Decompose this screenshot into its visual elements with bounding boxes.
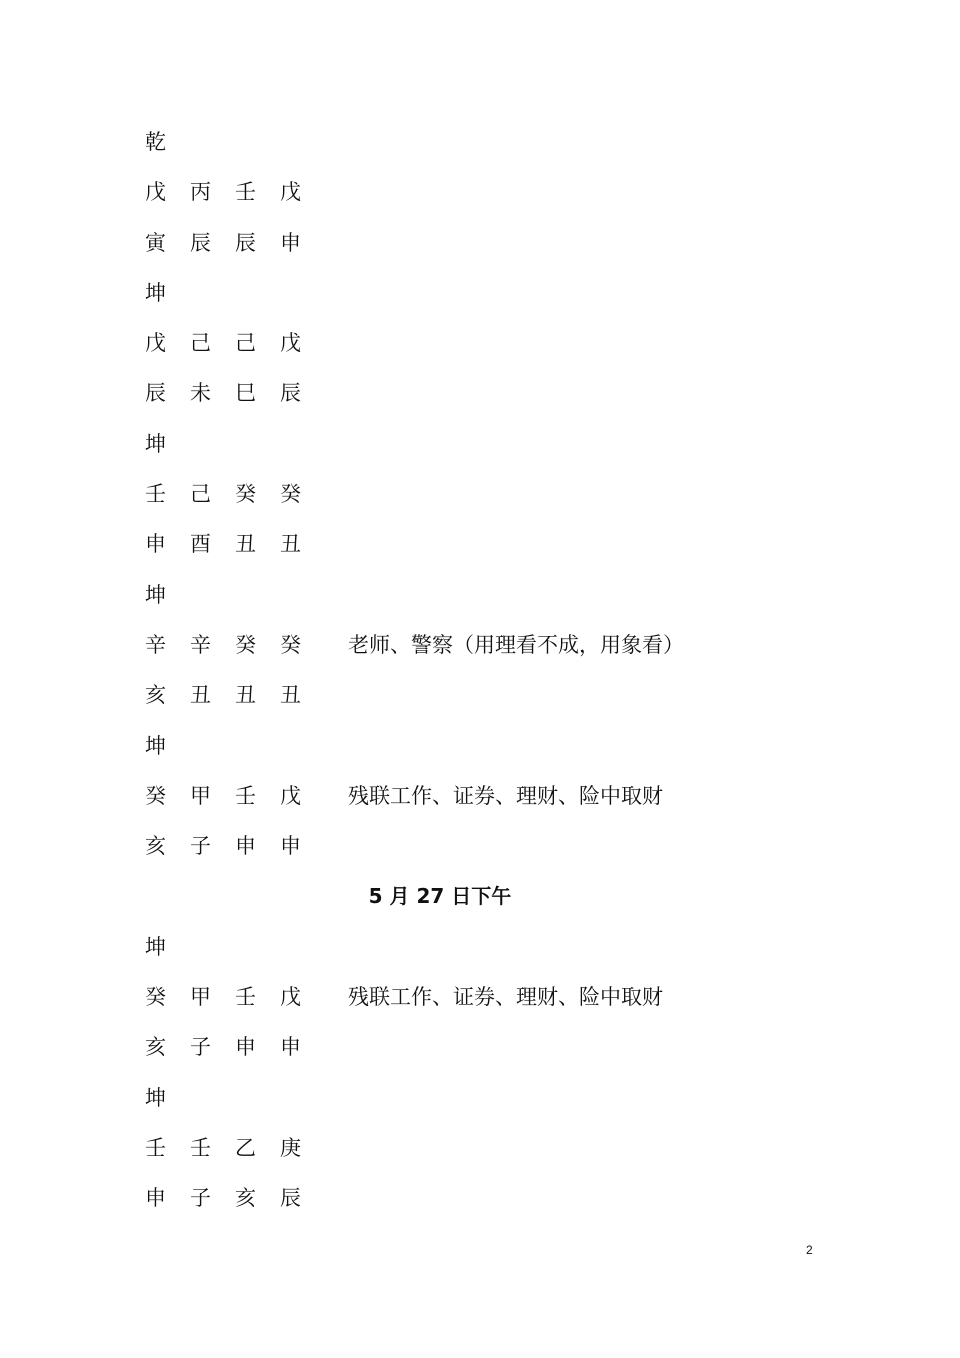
pillar-character: 申 <box>280 230 301 255</box>
pillar-row <box>145 771 735 821</box>
pillar-character: 未 <box>190 381 211 406</box>
pillar-character: 戊 <box>280 783 301 808</box>
pillar-row <box>145 972 735 1022</box>
pillar-character: 乙 <box>235 1135 256 1160</box>
pillar-character: 申 <box>145 1186 166 1211</box>
pillar-row <box>145 469 735 519</box>
gender-label: 坤 <box>145 934 166 959</box>
pillar-character: 丑 <box>235 683 256 708</box>
pillar-character: 丑 <box>280 683 301 708</box>
pillar-character: 甲 <box>190 783 211 808</box>
pillar-character: 丑 <box>235 532 256 557</box>
chart-label <box>145 419 735 469</box>
chart-label <box>145 721 735 771</box>
chart-label <box>145 922 735 972</box>
pillar-character: 壬 <box>145 1135 166 1160</box>
pillar-character: 己 <box>190 331 211 356</box>
chart-label <box>145 570 735 620</box>
pillar-row <box>145 218 735 268</box>
pillar-row <box>145 1022 735 1072</box>
gender-label: 坤 <box>145 582 166 607</box>
pillar-character: 亥 <box>145 1035 166 1060</box>
pillar-character: 甲 <box>190 985 211 1010</box>
section-heading: 5 月 27 日下午 <box>368 884 512 909</box>
pillar-character: 戊 <box>280 331 301 356</box>
pillar-character: 辰 <box>235 230 256 255</box>
pillar-row <box>145 1173 735 1223</box>
row-note: 残联工作、证券、理财、险中取财 <box>348 783 663 808</box>
pillar-character: 癸 <box>145 985 166 1010</box>
pillar-character: 壬 <box>235 985 256 1010</box>
chart-label <box>145 1073 735 1123</box>
pillar-character: 寅 <box>145 230 166 255</box>
pillar-character: 亥 <box>145 683 166 708</box>
pillar-character: 癸 <box>280 482 301 507</box>
pillar-character: 癸 <box>145 783 166 808</box>
pillar-character: 申 <box>280 1035 301 1060</box>
pillar-row <box>145 821 735 871</box>
pillar-character: 子 <box>190 1186 211 1211</box>
pillar-character: 亥 <box>145 834 166 859</box>
pillar-character: 丙 <box>190 180 211 205</box>
pillar-character: 辰 <box>280 1186 301 1211</box>
pillar-character: 庚 <box>280 1135 301 1160</box>
pillar-character: 子 <box>190 834 211 859</box>
pillar-character: 壬 <box>190 1135 211 1160</box>
row-note: 残联工作、证券、理财、险中取财 <box>348 985 663 1010</box>
pillar-row <box>145 368 735 418</box>
chart-label <box>145 117 735 167</box>
pillar-character: 壬 <box>145 482 166 507</box>
pillar-character: 癸 <box>280 632 301 657</box>
pillar-character: 辰 <box>280 381 301 406</box>
pillar-character: 丑 <box>280 532 301 557</box>
pillar-row <box>145 167 735 217</box>
pillar-character: 戊 <box>145 180 166 205</box>
chart-label <box>145 268 735 318</box>
pillar-row <box>145 620 735 670</box>
document-body <box>145 117 735 1224</box>
pillar-character: 亥 <box>235 1186 256 1211</box>
pillar-character: 己 <box>235 331 256 356</box>
pillar-character: 壬 <box>235 180 256 205</box>
pillar-character: 辛 <box>145 632 166 657</box>
pillar-character: 己 <box>190 482 211 507</box>
pillar-character: 申 <box>235 1035 256 1060</box>
pillar-row <box>145 670 735 720</box>
pillar-character: 戊 <box>280 180 301 205</box>
pillar-character: 辰 <box>190 230 211 255</box>
pillar-character: 壬 <box>235 783 256 808</box>
pillar-character: 酉 <box>190 532 211 557</box>
pillar-character: 辰 <box>145 381 166 406</box>
row-note: 老师、警察（用理看不成，用象看） <box>348 632 684 657</box>
pillar-row <box>145 519 735 569</box>
pillar-character: 巳 <box>235 381 256 406</box>
page-number: 2 <box>806 1243 813 1257</box>
gender-label: 坤 <box>145 431 166 456</box>
pillar-character: 癸 <box>235 482 256 507</box>
pillar-character: 戊 <box>145 331 166 356</box>
pillar-character: 申 <box>280 834 301 859</box>
pillar-character: 申 <box>145 532 166 557</box>
gender-label: 坤 <box>145 1085 166 1110</box>
pillar-character: 子 <box>190 1035 211 1060</box>
pillar-row <box>145 1123 735 1173</box>
gender-label: 乾 <box>145 130 166 154</box>
gender-label: 坤 <box>145 733 166 758</box>
pillar-character: 申 <box>235 834 256 859</box>
pillar-character: 辛 <box>190 632 211 657</box>
pillar-row <box>145 318 735 368</box>
pillar-character: 戊 <box>280 985 301 1010</box>
gender-label: 坤 <box>145 280 166 305</box>
pillar-character: 癸 <box>235 632 256 657</box>
pillar-character: 丑 <box>190 683 211 708</box>
